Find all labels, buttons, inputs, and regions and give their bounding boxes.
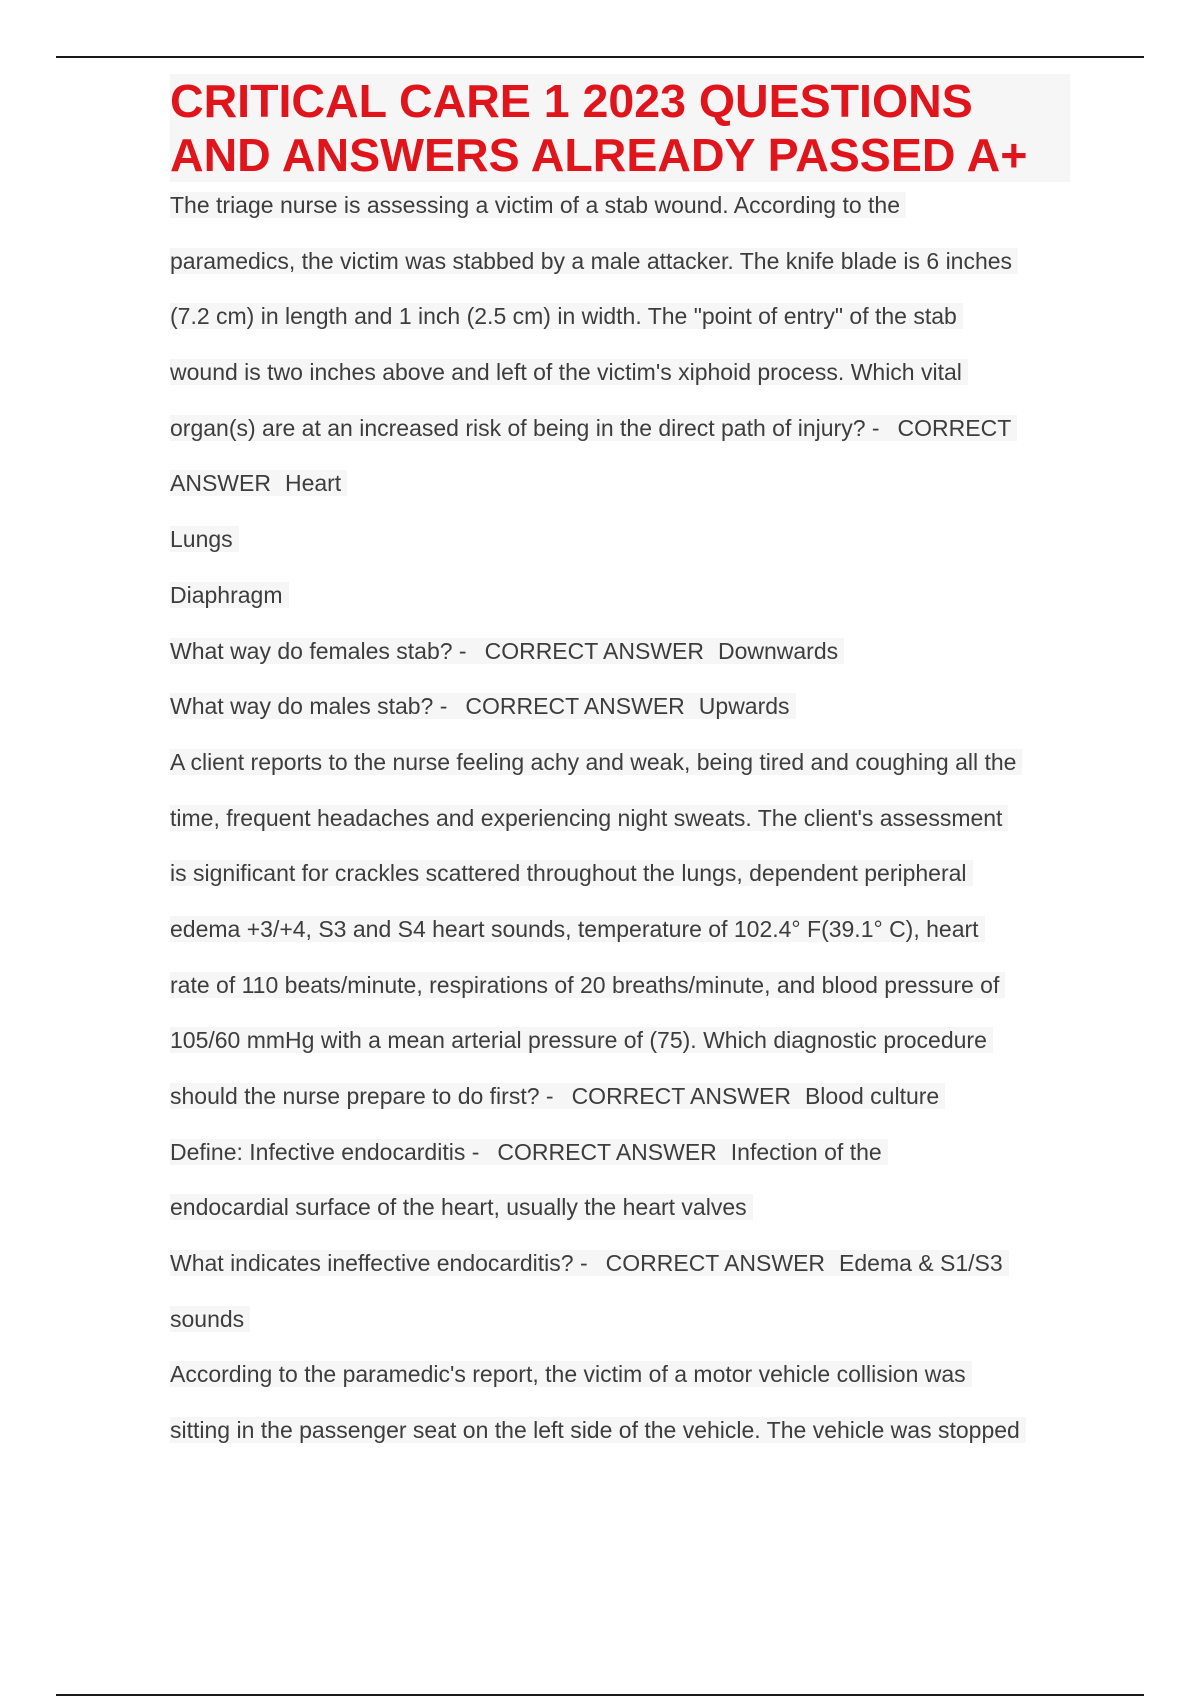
text-line: paramedics, the victim was stabbed by a male attacker. The knife blade is 6 inches <box>170 248 1018 274</box>
text-line: 105/60 mmHg with a mean arterial pressure of (75). Which diagnostic procedure <box>170 1027 993 1053</box>
answer-text: Lungs <box>170 526 239 552</box>
title-line-1: CRITICAL CARE 1 2023 QUESTIONS <box>170 75 973 127</box>
answer-text: Edema & S1/S3 <box>839 1250 1003 1277</box>
answer-label: CORRECT ANSWER <box>605 1250 826 1277</box>
question-text: What indicates ineffective endocarditis? - <box>170 1250 588 1277</box>
answer-text: Heart <box>284 470 342 497</box>
question-text: should the nurse prepare to do first? - <box>170 1083 554 1109</box>
text-line: sitting in the passenger seat on the left side of the vehicle. The vehicle was stopped <box>170 1417 1026 1443</box>
answer-text: endocardial surface of the heart, usually the heart valves <box>170 1194 753 1220</box>
top-rule <box>56 56 1144 58</box>
answer-label: CORRECT ANSWER <box>465 693 685 720</box>
answer-text: sounds <box>170 1306 250 1332</box>
answer-text: Upwards <box>698 693 790 720</box>
answer-label: CORRECT <box>897 414 1012 441</box>
question-text: Define: Infective endocarditis - <box>170 1138 480 1165</box>
title-line-2: AND ANSWERS ALREADY PASSED A+ <box>170 129 1028 181</box>
text-line: (7.2 cm) in length and 1 inch (2.5 cm) in width. The "point of entry" of the stab <box>170 303 963 329</box>
document-body <box>170 74 1070 1459</box>
text-line: is significant for crackles scattered throughout the lungs, dependent peripheral <box>170 860 973 886</box>
answer-label: CORRECT ANSWER <box>571 1083 791 1109</box>
answer-text: Infection of the <box>730 1138 882 1165</box>
qa-text <box>170 178 1070 1459</box>
text-line: time, frequent headaches and experiencing night sweats. The client's assessment <box>170 805 1008 831</box>
bottom-rule <box>56 1694 1144 1696</box>
text-line: wound is two inches above and left of the victim's xiphoid process. Which vital <box>170 359 968 385</box>
answer-text: Diaphragm <box>170 582 289 608</box>
answer-label: CORRECT ANSWER <box>497 1138 717 1165</box>
text-line: According to the paramedic's report, the victim of a motor vehicle collision was <box>170 1361 972 1387</box>
answer-label: CORRECT ANSWER <box>484 637 704 664</box>
question-text: What way do males stab? - <box>170 693 448 720</box>
question-text: organ(s) are at an increased risk of being in the direct path of injury? - <box>170 414 880 441</box>
question-text: What way do females stab? - <box>170 637 467 664</box>
document-title <box>170 74 1070 182</box>
answer-text: Downwards <box>717 637 839 664</box>
text-line: A client reports to the nurse feeling achy and weak, being tired and coughing all the <box>170 749 1022 775</box>
answer-label: ANSWER <box>170 470 271 497</box>
text-line: The triage nurse is assessing a victim of a stab wound. According to the <box>170 192 906 218</box>
answer-text: Blood culture <box>804 1083 940 1109</box>
text-line: edema +3/+4, S3 and S4 heart sounds, temperature of 102.4° F(39.1° C), heart <box>170 916 985 942</box>
text-line: rate of 110 beats/minute, respirations of 20 breaths/minute, and blood pressure of <box>170 972 1005 998</box>
